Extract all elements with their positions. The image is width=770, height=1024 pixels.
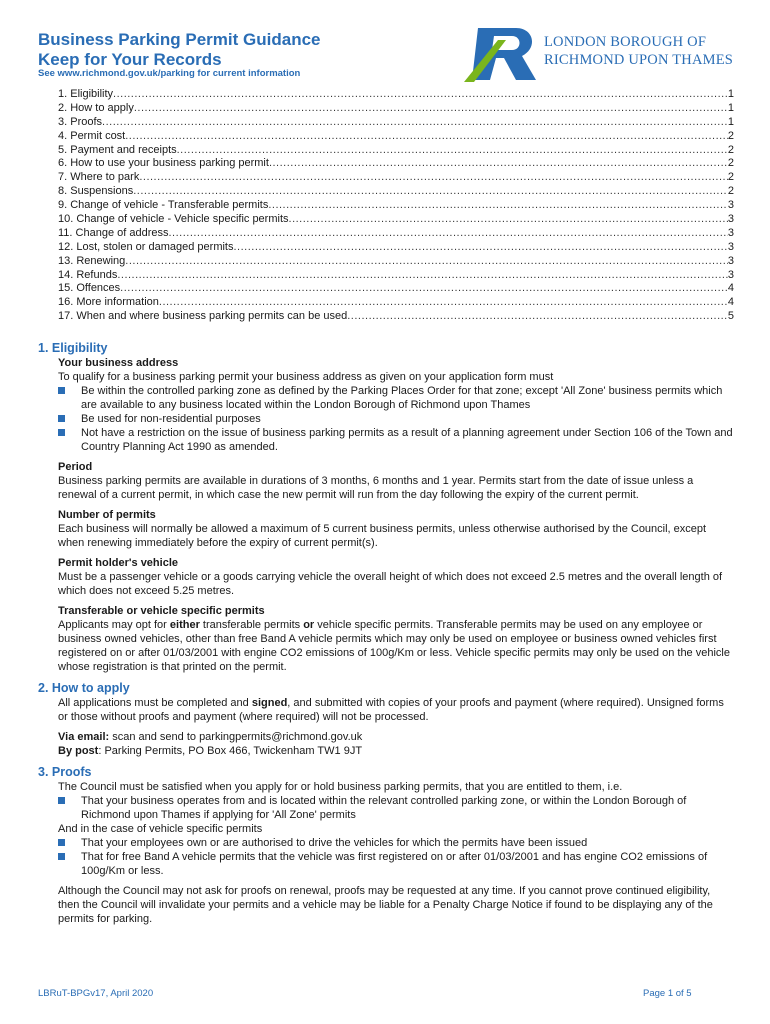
- toc-leader-dots: [269, 157, 728, 171]
- section-heading-how-to-apply: 2. How to apply: [38, 681, 130, 695]
- toc-leader-dots: [125, 130, 728, 144]
- apply-text: [58, 696, 734, 724]
- toc-entry: [58, 144, 734, 158]
- email-text: scan and send to parkingpermits@richmond.gov.uk: [109, 731, 363, 743]
- toc-entry-page: 2: [727, 143, 734, 156]
- toc-leader-dots: [168, 227, 727, 241]
- toc-entry: [58, 88, 734, 102]
- text-run-bold: signed: [251, 697, 288, 709]
- logo-line-1: LONDON BOROUGH OF: [544, 34, 707, 50]
- address-intro: To qualify for a business parking permit your business address as given on your application form must: [58, 371, 554, 383]
- bullet-item: That your business operates from and is located within the relevant controlled parking zone, or within the London Borough of Richmond upon Thames if applying for 'All Zone' permits: [38, 794, 734, 822]
- bullet-item: That your employees own or are authorised to drive the vehicles for which the permits have been issued: [38, 836, 734, 850]
- post-label: By post: [58, 745, 99, 757]
- toc-entry-label: 4. Permit cost: [58, 129, 126, 142]
- toc-entry: [58, 296, 734, 310]
- footer-reference: LBRuT-BPGv17, April 2020: [38, 988, 154, 999]
- toc-entry: [58, 282, 734, 296]
- toc-entry-label: 11. Change of address: [58, 226, 169, 239]
- toc-entry-page: 3: [727, 254, 734, 267]
- bullet-item: Be within the controlled parking zone as defined by the Parking Places Order for that zone; except 'All Zone' business permits which are available to any business located within the London Borough of Richmond upon Thames: [38, 384, 734, 412]
- toc-entry-label: 9. Change of vehicle - Transferable permits: [58, 199, 269, 212]
- subheading-period: Period: [58, 461, 93, 473]
- footer-page-number: Page 1 of 5: [643, 988, 692, 999]
- toc-entry: [58, 199, 734, 213]
- toc-leader-dots: [159, 296, 728, 310]
- toc-entry-page: 5: [727, 310, 734, 323]
- toc-entry-page: 1: [727, 101, 734, 114]
- toc-entry: [58, 310, 734, 324]
- toc-entry-page: 3: [727, 199, 734, 212]
- apply-email: [58, 730, 734, 744]
- toc-entry-page: 1: [727, 115, 734, 128]
- toc-leader-dots: [134, 102, 728, 116]
- toc-entry-label: 2. How to apply: [58, 101, 134, 114]
- text-run: vehicle specific permits. Transferable permits may be used on any employee or business owned vehicles, other than free Band A vehicle permits which may only be used on employee or business owned vehicles first registered on or after 01/03/2001 with engine CO2 emissions of 100g/Km or less. Vehicle specific permits may only be used on the vehicle whose registration is that printed on the permit.: [58, 619, 730, 673]
- toc-entry-label: 16. More information: [58, 296, 159, 309]
- proofs-and-text: And in the case of vehicle specific permits: [58, 823, 263, 835]
- toc-entry-label: 8. Suspensions: [58, 185, 134, 198]
- toc-entry: [58, 116, 734, 130]
- toc-entry: [58, 227, 734, 241]
- text-run: , and submitted with copies of your proofs and payment (where required). Unsigned forms or those without proofs and payment (where required) will not be processed.: [58, 697, 724, 723]
- council-logo: [464, 26, 744, 84]
- text-run: All applications must be completed and: [58, 697, 252, 709]
- toc-leader-dots: [289, 213, 728, 227]
- toc-entry-page: 2: [727, 185, 734, 198]
- document-title: [38, 30, 320, 70]
- toc-leader-dots: [120, 282, 728, 296]
- council-logo-text: [544, 33, 733, 69]
- toc-entry-label: 7. Where to park: [58, 171, 140, 184]
- toc-entry-label: 12. Lost, stolen or damaged permits: [58, 240, 234, 253]
- number-text: Each business will normally be allowed a maximum of 5 current business permits, unless otherwise authorised by the Council, except when renewing immediately before the expiry of current permit(s).: [58, 523, 707, 549]
- period-text: Business parking permits are available in durations of 3 months, 6 months and 1 year. Permits start from the date of issue unless a renewal of a current permit, in which case the new permit will run from the day following the expiry of the current permit.: [58, 475, 694, 501]
- toc-entry-page: 4: [727, 296, 734, 309]
- text-run: transferable permits: [199, 619, 304, 631]
- toc-entry-label: 5. Payment and receipts: [58, 143, 177, 156]
- toc-entry: [58, 102, 734, 116]
- toc-leader-dots: [233, 241, 727, 255]
- subheading-permit-holders-vehicle: Permit holder's vehicle: [58, 557, 178, 569]
- toc-entry: [58, 171, 734, 185]
- toc-entry: [58, 185, 734, 199]
- toc-entry-page: 3: [727, 240, 734, 253]
- document-subtitle: See www.richmond.gov.uk/parking for current information: [38, 68, 301, 79]
- toc-entry-page: 3: [727, 213, 734, 226]
- toc-leader-dots: [125, 255, 728, 269]
- toc-entry-label: 15. Offences: [58, 282, 121, 295]
- text-run-bold: or: [303, 619, 315, 631]
- bullet-item: That for free Band A vehicle permits that the vehicle was first registered on or after 01/03/2001 and has engine CO2 emissions of 100g/Km or less.: [38, 850, 734, 878]
- section-heading-proofs: 3. Proofs: [38, 765, 92, 779]
- table-of-contents: [58, 88, 734, 324]
- toc-leader-dots: [139, 171, 728, 185]
- toc-entry-label: 3. Proofs: [58, 115, 103, 128]
- toc-entry: [58, 241, 734, 255]
- toc-entry: [58, 269, 734, 283]
- subheading-business-address: Your business address: [58, 357, 179, 369]
- email-label: Via email:: [58, 731, 110, 743]
- toc-entry-label: 14. Refunds: [58, 268, 118, 281]
- toc-entry-label: 1. Eligibility: [58, 88, 114, 100]
- toc-entry-label: 13. Renewing: [58, 254, 126, 267]
- toc-leader-dots: [177, 144, 728, 158]
- section-heading-eligibility: 1. Eligibility: [38, 341, 108, 355]
- toc-entry: [58, 213, 734, 227]
- document-body: [38, 340, 734, 926]
- toc-leader-dots: [102, 116, 728, 130]
- subheading-transferable: Transferable or vehicle specific permits: [58, 605, 265, 617]
- title-line-1: Business Parking Permit Guidance: [38, 30, 321, 49]
- bullet-item: Be used for non-residential purposes: [38, 412, 734, 426]
- toc-entry-page: 2: [727, 129, 734, 142]
- toc-entry-page: 3: [727, 226, 734, 239]
- toc-entry-label: 10. Change of vehicle - Vehicle specific permits: [58, 213, 289, 226]
- text-run: Applicants may opt for: [58, 619, 170, 631]
- apply-post: [58, 744, 734, 758]
- logo-line-2: RICHMOND UPON THAMES: [544, 52, 734, 68]
- title-line-2: Keep for Your Records: [38, 50, 222, 69]
- proofs-intro: The Council must be satisfied when you apply for or hold business parking permits, that you are entitled to them, i.e.: [58, 781, 623, 793]
- bullet-item: Not have a restriction on the issue of business parking permits as a result of a planning agreement under Section 106 of the Town and Country Planning Act 1990 as amended.: [38, 426, 734, 454]
- toc-leader-dots: [268, 199, 728, 213]
- toc-entry-page: 4: [727, 282, 734, 295]
- toc-leader-dots: [113, 88, 728, 102]
- proofs-closing: Although the Council may not ask for proofs on renewal, proofs may be requested at any time. If you cannot prove continued eligibility, then the Council will invalidate your permits and a vehicle may be liable for a Penalty Charge Notice if found to be displaying any of the permits for parking.: [58, 885, 713, 925]
- toc-entry-page: 3: [727, 268, 734, 281]
- toc-entry-label: 17. When and where business parking permits can be used: [58, 310, 348, 323]
- toc-leader-dots: [133, 185, 728, 199]
- council-logo-mark-icon: [464, 26, 544, 84]
- toc-entry-label: 6. How to use your business parking permit: [58, 157, 269, 170]
- toc-entry: [58, 130, 734, 144]
- post-text: : Parking Permits, PO Box 466, Twickenham TW1 9JT: [98, 745, 363, 757]
- text-run-bold: either: [169, 619, 200, 631]
- toc-entry-page: 2: [727, 157, 734, 170]
- toc-entry-page: 2: [727, 171, 734, 184]
- transfer-text: [58, 618, 734, 674]
- toc-entry: [58, 157, 734, 171]
- toc-leader-dots: [117, 269, 728, 283]
- toc-leader-dots: [347, 310, 728, 324]
- subheading-number-of-permits: Number of permits: [58, 509, 156, 521]
- toc-entry-page: 1: [727, 88, 734, 100]
- vehicle-text: Must be a passenger vehicle or a goods carrying vehicle the overall height of which does not exceed 2.5 metres and the overall length of which does not exceed 5.25 metres.: [58, 571, 723, 597]
- toc-entry: [58, 255, 734, 269]
